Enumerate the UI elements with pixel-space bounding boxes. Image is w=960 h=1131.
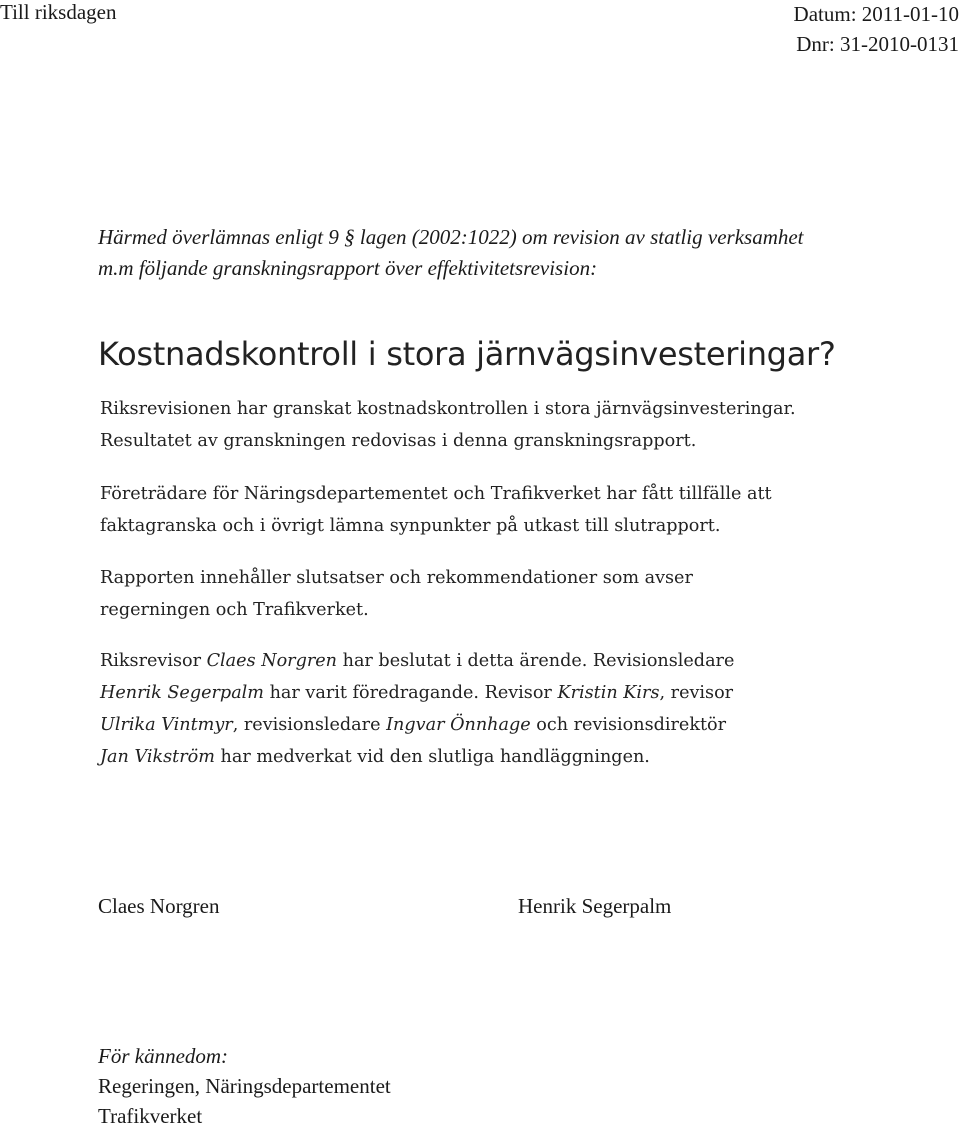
signature-first: Claes Norgren	[98, 894, 220, 918]
paragraph-summary	[100, 393, 796, 457]
paragraph-line: Riksrevisionen har granskat kostnadskontrollen i stora järnvägsinvesteringar.	[100, 399, 796, 419]
text-run: har varit föredragande. Revisor	[264, 683, 558, 703]
person-name: Ingvar Önnhage	[386, 715, 531, 735]
document-date: Datum: 2011-01-10	[793, 2, 959, 26]
person-name: Jan Vikström	[100, 747, 215, 767]
paragraph-line: regerningen och Trafikverket.	[100, 600, 369, 620]
person-name: Kristin Kirs	[557, 683, 660, 703]
paragraph-line: Resultatet av granskningen redovisas i denna granskningsrapport.	[100, 431, 697, 451]
cc-block	[98, 1041, 391, 1131]
person-name: Claes Norgren	[206, 651, 338, 671]
text-run: Riksrevisor	[100, 651, 207, 671]
text-run: , revisor	[659, 683, 734, 703]
text-run: , revisionsledare	[232, 715, 387, 735]
intro-line: m.m följande granskningsrapport över effektivitetsrevision:	[98, 256, 598, 280]
paragraph-line	[100, 741, 734, 773]
signature-second: Henrik Segerpalm	[518, 894, 672, 918]
document-meta	[794, 0, 959, 59]
paragraph-line: faktagranska och i övrigt lämna synpunkter på utkast till slutrapport.	[100, 516, 721, 536]
report-title: Kostnadskontroll i stora järnvägsinvesteringar?	[98, 335, 836, 373]
text-run: och revisionsdirektör	[530, 715, 727, 735]
document-reference-number: Dnr: 31-2010-0131	[796, 32, 959, 56]
intro-text	[98, 222, 804, 284]
cc-heading: För kännedom:	[98, 1044, 229, 1068]
text-run: har medverkat vid den slutliga handläggningen.	[214, 747, 650, 767]
paragraph-line	[100, 709, 734, 741]
paragraph-review	[100, 478, 772, 542]
paragraph-line	[100, 677, 734, 709]
text-run: har beslutat i detta ärende. Revisionsledare	[337, 651, 735, 671]
paragraph-line: Företrädare för Näringsdepartementet och Trafikverket har fått tillfälle att	[100, 484, 772, 504]
cc-recipient: Trafikverket	[98, 1104, 203, 1128]
paragraph-recommendations	[100, 562, 693, 626]
intro-line: Härmed överlämnas enligt 9 § lagen (2002:1022) om revision av statlig verksamhet	[98, 225, 804, 249]
recipient-line: Till riksdagen	[0, 0, 117, 24]
cc-recipient: Regeringen, Näringsdepartementet	[98, 1074, 391, 1098]
person-name: Henrik Segerpalm	[100, 683, 264, 703]
paragraph-line	[100, 645, 734, 677]
person-name: Ulrika Vintmyr	[100, 715, 233, 735]
paragraph-line: Rapporten innehåller slutsatser och rekommendationer som avser	[100, 568, 693, 588]
paragraph-participants	[100, 645, 734, 773]
